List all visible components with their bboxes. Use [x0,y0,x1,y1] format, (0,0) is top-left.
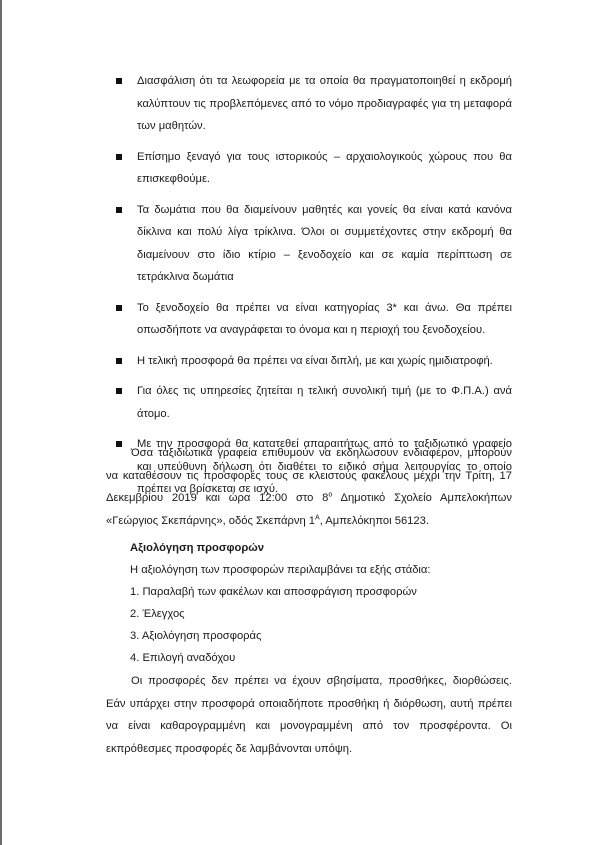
final-paragraph-text: Οι προσφορές δεν πρέπει να έχουν σβησίματα, προσθήκες, διορθώσεις. Εάν υπάρχει στην προσφορά οποιαδήποτε προσθήκη ή διόρθωση, αυτή πρέπει να είναι καθαρογραμμένη και μονογραμμένη από τον προσφέροντα. Οι εκπρόθεσμες προσφορές δε λαμβάνονται υπόψη. [106,675,512,755]
bullet-square-icon [116,358,122,364]
section-heading: Αξιολόγηση προσφορών [130,542,264,554]
list-item-text: Τα δωμάτια που θα διαμείνουν μαθητές και γονείς θα είναι κατά κανόνα δίκλινα και πολύ λίγα τρίκλινα. Όλοι οι συμμετέχοντες στην εκδρομή θα διαμείνουν στο ίδιο κτίριο – ξενοδοχείο και σε καμία περίπτωση σε τετράκλινα δωμάτια [137,203,512,283]
list-item [0,199,599,289]
list-item-text: Η τελική προσφορά θα πρέπει να είναι διπλή, με και χωρίς ημιδιατροφή. [137,354,493,367]
bullet-square-icon [116,207,122,213]
submission-text: Δημοτικό Σχολείο Αμπελοκήπων «Γεώργιος Σκεπάρνης», οδός Σκεπάρνη 1 [106,492,512,527]
bullet-square-icon [116,388,122,394]
bullet-square-icon [116,154,122,160]
submission-text: Όσα ταξιδιωτικά γραφεία επιθυμούν να εκδηλώσουν ενδιαφέρον, μπορούν να καταθέσουν τις προσφορές τους σε κλειστούς φακέλους μέχρι την Τρίτη, 17 Δεκεμβρίου 2019 και ώρα 12:00 στο 8 [106,447,512,504]
list-item [0,350,599,373]
step-item: 4. Επιλογή αναδόχου [130,652,236,664]
list-item-text: Για όλες τις υπηρεσίες ζητείται η τελική συνολική τιμή (με το Φ.Π.Α.) ανά άτομο. [137,385,512,420]
list-item-text: Με την προσφορά θα κατατεθεί απαραιτήτως από το ταξιδιωτικό γραφείο και υπεύθυνη δήλωση ότι διαθέτει το ειδικό σήμα λειτουργίας το οποίο πρέπει να βρίσκεται σε ισχύ. [137,438,512,495]
evaluation-intro: Η αξιολόγηση των προσφορών περιλαμβάνει τα εξής στάδια: [130,564,431,576]
bullet-square-icon [116,78,122,84]
list-item-text: Το ξενοδοχείο θα πρέπει να είναι κατηγορίας 3* και άνω. Θα πρέπει οπωσδήποτε να αναγράφεται το όνομα και η περιοχή του ξενοδοχείου. [137,301,512,336]
list-item-text: Επίσημο ξεναγό για τους ιστορικούς – αρχαιολογικούς χώρους που θα επισκεφθούμε. [137,150,512,185]
list-item [0,297,599,342]
submission-paragraph [106,442,512,532]
superscript: ο [328,491,333,499]
list-item [0,380,599,425]
step-item: 3. Αξιολόγηση προσφοράς [130,630,262,642]
submission-text: , Αμπελόκηποι 56123. [319,514,429,527]
bullet-square-icon [116,305,122,311]
list-item [0,70,599,138]
final-paragraph [106,670,512,760]
step-item: 1. Παραλαβή των φακέλων και αποσφράγιση προσφορών [130,586,417,598]
list-item [0,146,599,191]
list-item-text: Διασφάλιση ότι τα λεωφορεία με τα οποία θα πραγματοποιηθεί η εκδρομή καλύπτουν τις προβλεπόμενες από το νόμο προδιαγραφές για τη μεταφορά των μαθητών. [137,75,512,132]
superscript: Α [315,513,320,521]
step-item: 2. Έλεγχος [130,608,185,620]
